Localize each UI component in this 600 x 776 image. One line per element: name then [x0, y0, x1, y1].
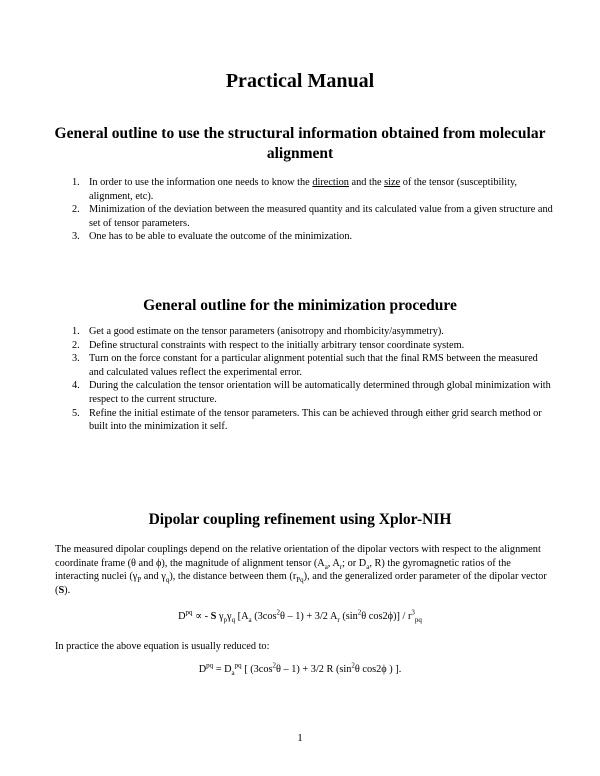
list-text: Define structural constraints with respect to the initially arbitrary tensor coordinate system.	[89, 339, 465, 351]
practice-text: In practice the above equation is usually reduced to:	[55, 641, 270, 652]
list-number: 2.	[72, 204, 80, 216]
list-item	[54, 176, 554, 203]
page-title: Practical Manual	[225, 70, 375, 92]
outline-list	[54, 176, 554, 244]
list-text: of the tensor (susceptibility, alignment, etc).	[89, 177, 518, 202]
list-number: 3.	[72, 231, 80, 243]
section-heading-minimization: General outline for the minimization procedure	[143, 297, 457, 314]
list-item	[54, 379, 554, 406]
list-number: 3.	[72, 353, 80, 365]
list-number: 1.	[72, 326, 80, 337]
page-number: 1	[297, 732, 303, 744]
list-item	[54, 339, 554, 353]
section-heading-outline: General outline to use the structural information obtained from molecular alignment	[54, 125, 546, 162]
dipolar-paragraph: The measured dipolar couplings depend on the relative orientation of the dipolar vectors with respect to the alignment coordinate frame (θ and ϕ), the magnitude of alignment tensor ($A_a$, $A_r$; or $D_a$, R) the gyromagnetic ratios of the interacting nuclei ($\gamma_P$ and $\gamma_q$), the distance between them $(r_{Pq})$, and the generalized order parameter of the dipolar vector (S).	[55, 544, 547, 596]
list-item	[54, 325, 554, 339]
list-text: Get a good estimate on the tensor parameters (anisotropy and rhombicity/asymmetry).	[89, 326, 444, 337]
underlined-term-direction: direction	[312, 177, 349, 188]
list-text: In order to use the information one needs to know the	[89, 177, 313, 188]
list-item	[54, 407, 554, 434]
dipolar-equation: $D^{pq}$ ∝ - S $\gamma_p\gamma_q$ [$A_a$ $(3\cos^2\theta - 1) + 3/2$ $A_r$ ($\sin^2\theta$ $\cos 2\phi)] / r^3_{pq}$	[178, 608, 422, 625]
list-item	[54, 352, 554, 379]
list-number: 1.	[72, 177, 80, 188]
list-number: 4.	[72, 380, 80, 392]
list-number: 5.	[72, 407, 80, 419]
minimization-list	[54, 325, 554, 434]
list-text: During the calculation the tensor orientation will be automatically determined through global minimization with respect to the current structure.	[89, 380, 551, 405]
reduced-equation: $D^{pq} = D_a^{pq}$ [ $(3\cos^2\theta - 1) + 3/2$ R ($\sin^2\theta$ cos2ϕ ) ].	[198, 661, 402, 678]
list-text: Turn on the force constant for a particular alignment potential such that the final RMS between the measured and calculated values reflect the experimental error.	[89, 353, 538, 378]
list-text: and the	[348, 177, 385, 188]
list-item	[54, 230, 554, 244]
underlined-term-size: size	[384, 177, 401, 188]
list-item	[54, 203, 554, 230]
list-text: Refine the initial estimate of the tensor parameters. This can be achieved through either grid search method or built into the minimization it self.	[89, 407, 542, 433]
list-text: One has to be able to evaluate the outcome of the minimization.	[89, 231, 353, 243]
list-text: Minimization of the deviation between the measured quantity and its calculated value from a given structure and set of tensor parameters.	[89, 204, 553, 229]
list-number: 2.	[72, 339, 80, 351]
section-heading-dipolar: Dipolar coupling refinement using Xplor-NIH	[148, 511, 452, 528]
